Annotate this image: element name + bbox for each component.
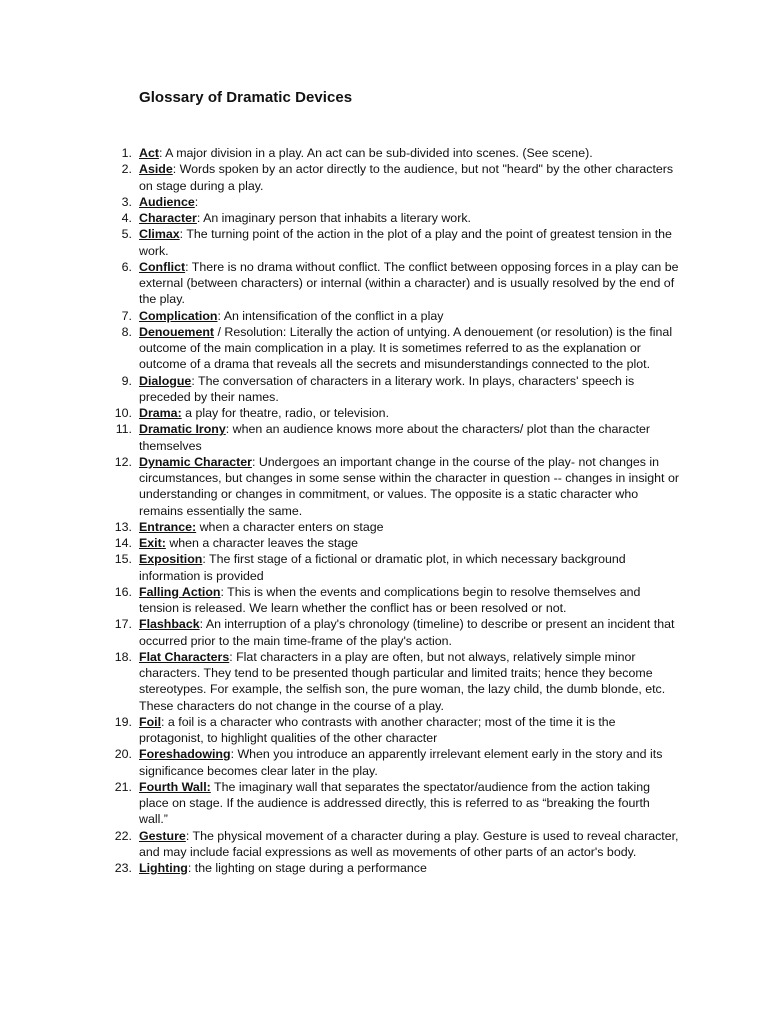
entry-separator: : [225, 422, 233, 437]
entry-term: Fourth Wall: [139, 779, 211, 794]
entry-separator: : [161, 714, 168, 729]
entry-number: 15. [114, 552, 132, 567]
entry-definition: Words spoken by an actor directly to the audience, but not "heard" by the other characters on stage during a play. [139, 162, 674, 193]
entry-term: Character [139, 211, 197, 225]
entry-definition: There is no drama without conflict. The conflict between opposing forces in a play can be external (between characters) or internal (within a character) and is usually resolved by the end of the play. [139, 259, 679, 307]
entry-number: 14. [114, 536, 132, 550]
glossary-entry [106, 649, 682, 714]
entry-separator: : [217, 308, 224, 323]
entry-definition: Flat characters in a play are often, but not always, relatively simple minor characters. They tend to be presented though particular and limited traits; hence they become stereotypes. For example, the selfish son, the pure woman, the lazy child, the dumb blonde, etc. These characters do not change in the course of a play. [139, 649, 666, 713]
entry-definition: An interruption of a play's chronology (timeline) to describe or present an incident that occurred prior to the main time-frame of the play's action. [139, 617, 675, 648]
glossary-entry [106, 454, 682, 519]
entry-definition: The physical movement of a character during a play. Gesture is used to reveal character, and may include facial expressions as well as movements of other parts of an actor's body. [139, 828, 679, 859]
glossary-entry [106, 145, 682, 161]
entry-separator: : [251, 454, 259, 469]
glossary-entry [106, 828, 682, 861]
entry-definition: A major division in a play. An act can be sub-divided into scenes. (See scene). [165, 146, 593, 160]
glossary-entry [106, 308, 682, 324]
glossary-entry [106, 584, 682, 617]
entry-definition: the lighting on stage during a performance [194, 861, 427, 875]
glossary-entry [106, 373, 682, 406]
entry-term: Dynamic Character [139, 454, 252, 469]
entry-term: Dramatic Irony [139, 422, 226, 437]
entry-separator: : [199, 617, 206, 632]
entry-number: 19. [114, 714, 132, 729]
entry-number: 11. [115, 422, 132, 437]
entry-definition: when a character leaves the stage [169, 536, 359, 550]
entry-definition: The conversation of characters in a literary work. In plays, characters' speech is preceded by their names. [139, 373, 635, 404]
entry-separator: : [230, 747, 238, 762]
entry-number: 13. [114, 519, 132, 534]
page-title: Glossary of Dramatic Devices [139, 89, 353, 106]
entry-term: Foil [139, 714, 162, 729]
entry-term: Falling Action [139, 584, 221, 599]
glossary-entry [106, 551, 682, 584]
glossary-entry [106, 746, 682, 779]
entry-definition: a play for theatre, radio, or television. [185, 406, 390, 420]
entry-term: Lighting [139, 861, 188, 875]
glossary-entry [106, 421, 682, 454]
entry-definition: The first stage of a fictional or dramatic plot, in which necessary background information is provided [139, 552, 626, 583]
entry-number: 23. [114, 861, 132, 875]
entry-separator: : [191, 373, 198, 388]
entry-term: Foreshadowing [139, 747, 231, 762]
entry-separator: : [185, 259, 192, 274]
glossary-entry [106, 779, 682, 828]
entry-number: 9. [121, 373, 132, 388]
entry-number: 16. [114, 584, 132, 599]
entry-number: 2. [121, 162, 132, 177]
entry-separator: : [229, 649, 237, 664]
entry-term: Flat Characters [139, 649, 230, 664]
entry-definition: When you introduce an apparently irrelevant element early in the story and its significance becomes clear later in the play. [139, 747, 663, 778]
entry-number: 21. [114, 779, 132, 794]
glossary-entry [106, 616, 682, 649]
entry-number: 7. [121, 308, 132, 323]
entry-separator: : [196, 211, 204, 225]
entry-number: 20. [114, 747, 132, 762]
entry-term: Climax [139, 227, 180, 242]
entry-number: 22. [114, 828, 132, 843]
glossary-list [106, 145, 682, 876]
entry-term: Exit: [139, 536, 166, 550]
entry-separator: : [158, 146, 166, 160]
entry-term: Audience [139, 194, 195, 209]
entry-term: Exposition [139, 552, 203, 567]
entry-number: 17. [114, 617, 132, 632]
entry-definition: An intensification of the conflict in a play [223, 308, 444, 323]
entry-term: Flashback [139, 617, 200, 632]
entry-definition: The turning point of the action in the plot of a play and the point of greatest tension in the work. [139, 227, 672, 258]
glossary-entry [106, 860, 682, 876]
entry-number: 18. [114, 649, 132, 664]
entry-number: 1. [121, 146, 132, 160]
entry-number: 5. [121, 227, 132, 242]
entry-number: 6. [121, 259, 132, 274]
entry-definition: when an audience knows more about the characters/ plot than the character themselves [139, 422, 651, 453]
entry-term: Aside [139, 162, 173, 177]
entry-separator: : [185, 828, 193, 843]
entry-definition: Undergoes an important change in the course of the play- not changes in circumstances, but changes in some sense within the character in question -- changes in insight or understanding or changes in commitment, or values. The opposite is a static character who remains essentially the same. [139, 454, 679, 518]
glossary-entry [106, 210, 682, 226]
entry-separator: : [194, 194, 199, 209]
glossary-entry [106, 405, 682, 421]
entry-term: Gesture [139, 828, 186, 843]
entry-separator: : [179, 227, 187, 242]
glossary-entry [106, 519, 682, 535]
entry-term: Complication [139, 308, 218, 323]
entry-definition: Resolution: Literally the action of untying. A denouement (or resolution) is the final outcome of the main complication in a play. It is sometimes referred to as the explanation or outcome of a drama that reveals all the secrets and misunderstandings connected to the plot. [139, 324, 673, 372]
entry-term: Drama: [139, 406, 182, 420]
entry-term: Act [139, 146, 159, 160]
glossary-entry [106, 194, 682, 210]
entry-separator: : [220, 584, 228, 599]
glossary-entry [106, 226, 682, 259]
entry-number: 12. [114, 454, 132, 469]
entry-separator: : [202, 552, 210, 567]
glossary-entry [106, 714, 682, 747]
entry-number: 3. [121, 194, 132, 209]
entry-number: 8. [121, 324, 132, 339]
entry-number: 10. [114, 406, 132, 420]
entry-separator: / [214, 324, 225, 339]
entry-definition: when a character enters on stage [199, 519, 384, 534]
entry-term: Entrance: [139, 519, 197, 534]
glossary-entry [106, 259, 682, 308]
entry-definition: An imaginary person that inhabits a literary work. [203, 211, 471, 225]
entry-separator: : [187, 861, 195, 875]
glossary-entry [106, 324, 682, 373]
glossary-entry [106, 161, 682, 194]
entry-term: Dialogue [139, 373, 192, 388]
entry-number: 4. [121, 211, 132, 225]
entry-definition: a foil is a character who contrasts with another character; most of the time it is the protagonist, to highlight qualities of the other character [139, 714, 616, 745]
glossary-entry [106, 535, 682, 551]
entry-term: Denouement [139, 324, 215, 339]
entry-term: Conflict [139, 259, 186, 274]
entry-definition: The imaginary wall that separates the spectator/audience from the action taking place on stage. If the audience is addressed directly, this is referred to as “breaking the fourth wall.” [139, 779, 651, 827]
entry-definition: This is when the events and complications begin to resolve themselves and tension is released. We learn whether the conflict has or been resolved or not. [139, 584, 641, 615]
entry-separator: : [172, 162, 180, 177]
